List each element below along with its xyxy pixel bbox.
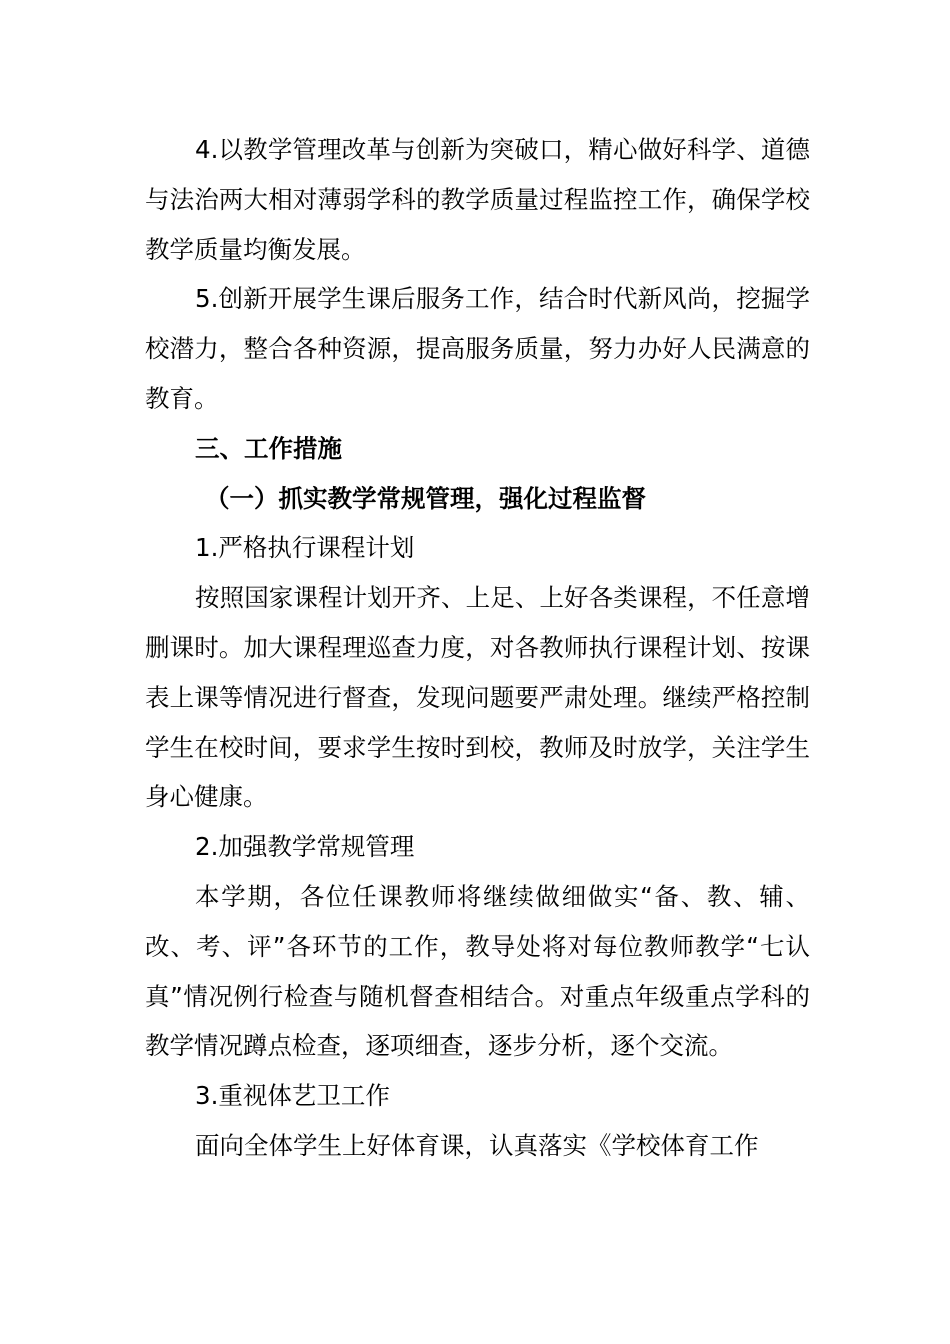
item-heading-curriculum-plan: 1.严格执行课程计划	[195, 533, 415, 563]
section-heading-measures: 三、工作措施	[195, 433, 342, 463]
paragraph-pe-arts-health: 面向全体学生上好体育课，认真落实《学校体育工作	[195, 1130, 759, 1160]
document-page	[145, 125, 810, 1171]
sub-heading-routine-management: （一）抓实教学常规管理，强化过程监督	[205, 483, 646, 513]
paragraph-curriculum-plan: 按照国家课程计划开齐、上足、上好各类课程，不任意增删课时。加大课程理巡查力度，对各教师执行课程计划、按课表上课等情况进行督查，发现问题要严肃处理。继续严格控制学生在校时间，要求学生按时到校，教师及时放学，关注学生身心健康。	[145, 583, 810, 812]
paragraph-goal-4: 4.以教学管理改革与创新为突破口，精心做好科学、道德与法治两大相对薄弱学科的教学质量过程监控工作，确保学校教学质量均衡发展。	[145, 135, 810, 264]
paragraph-goal-5: 5.创新开展学生课后服务工作，结合时代新风尚，挖掘学校潜力，整合各种资源，提高服务质量，努力办好人民满意的教育。	[145, 284, 810, 413]
item-heading-routine-management: 2.加强教学常规管理	[195, 832, 415, 862]
paragraph-routine-management: 本学期，各位任课教师将继续做细做实“备、教、辅、改、考、评”各环节的工作，教导处将对每位教师教学“七认真”情况例行检查与随机督查相结合。对重点年级重点学科的教学情况蹲点检查，逐项细查，逐步分析，逐个交流。	[145, 881, 810, 1061]
item-heading-pe-arts-health: 3.重视体艺卫工作	[195, 1081, 390, 1111]
